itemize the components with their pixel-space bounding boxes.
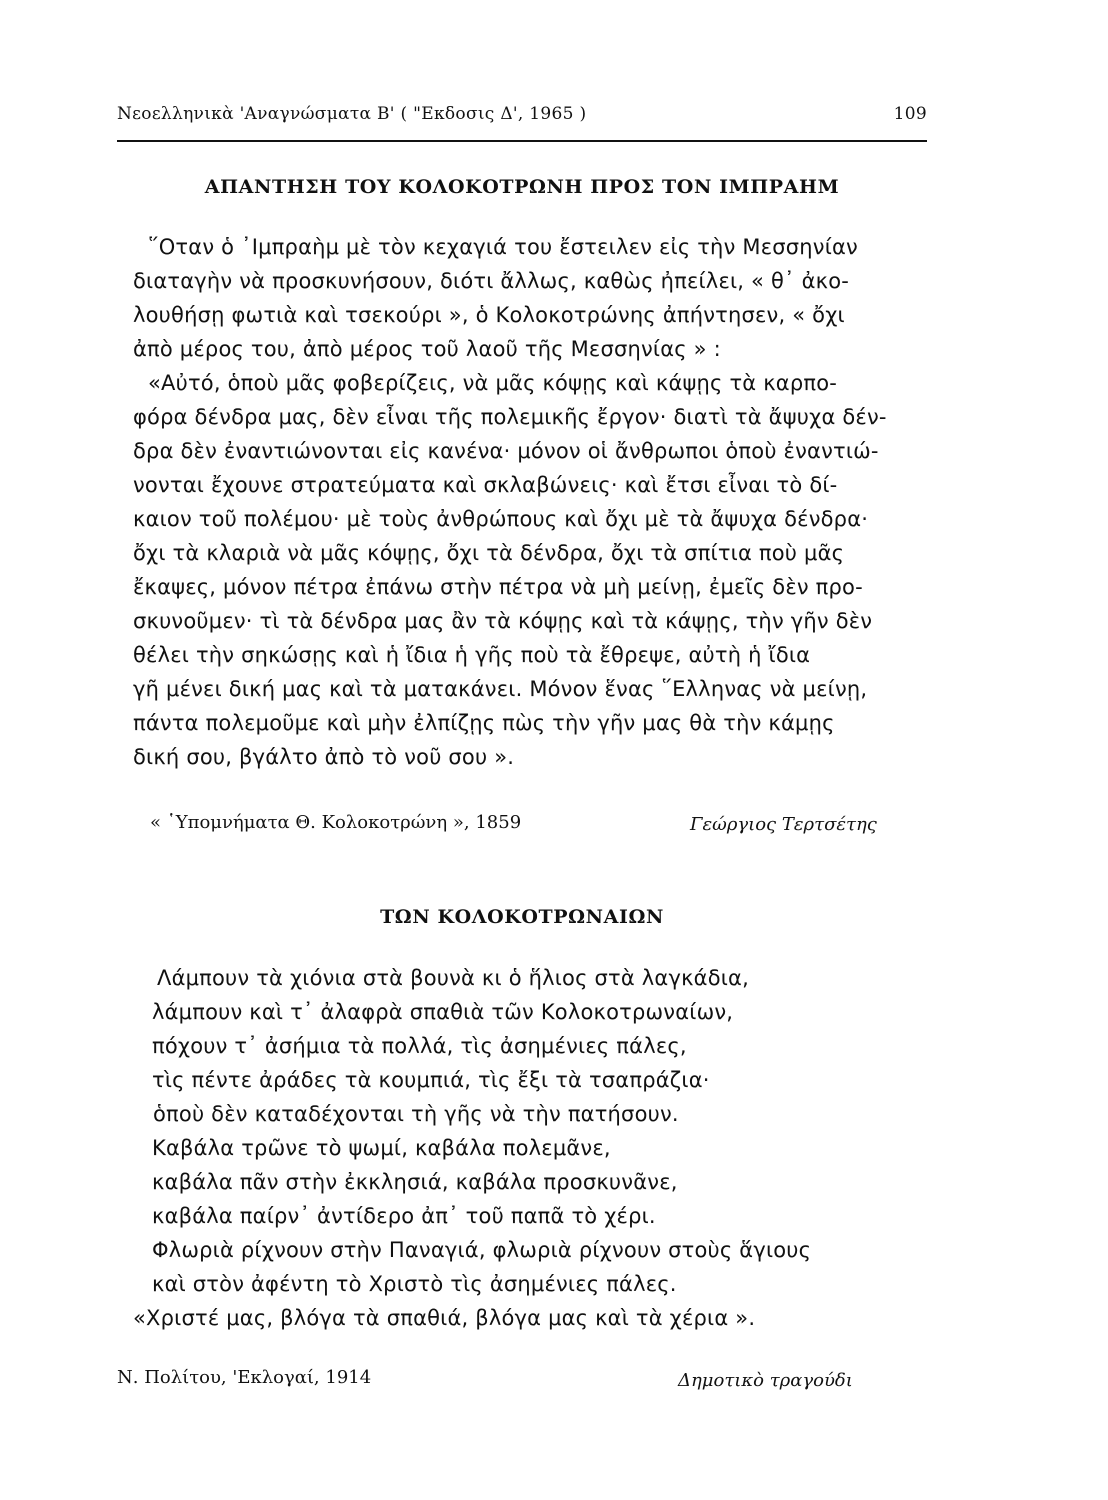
poem-line: λάμπουν καὶ τ᾿ ἀλαφρὰ σπαθιὰ τῶν Κολοκοτρωναίων, — [152, 1000, 734, 1024]
poem-line: πόχουν τ᾿ ἀσήμια τὰ πολλά, τὶς ἀσημένιες πάλες, — [152, 1034, 687, 1058]
poem-line: καβάλα πᾶν στὴν ἐκκλησιά, καβάλα προσκυνᾶνε, — [152, 1170, 678, 1194]
prose-line: ὄχι τὰ κλαριὰ νὰ μᾶς κόψῃς, ὄχι τὰ δένδρα, ὄχι τὰ σπίτια ποὺ μᾶς — [133, 541, 845, 565]
prose-line: δική σου, βγάλτο ἀπὸ τὸ νοῦ σου ». — [133, 745, 515, 769]
poem-line: καβάλα παίρν᾿ ἀντίδερο ἀπ᾿ τοῦ παπᾶ τὸ χέρι. — [152, 1204, 656, 1228]
header-rule — [117, 140, 927, 142]
section-title: ΑΠΑΝΤΗΣΗ ΤΟΥ ΚΟΛΟΚΟΤΡΩΝΗ ΠΡΟΣ ΤΟΝ ΙΜΠΡΑΗΜ — [204, 176, 840, 198]
running-header — [117, 104, 927, 134]
prose-line: πάντα πολεμοῦμε καὶ μὴν ἐλπίζῃς πὼς τὴν γῆν μας θὰ τὴν κάμῃς — [133, 711, 835, 735]
prose-line: καιον τοῦ πολέμου· μὲ τοὺς ἀνθρώπους καὶ ὄχι μὲ τὰ ἄψυχα δένδρα· — [133, 507, 869, 531]
citation-source: « ῾Υπομνήματα Θ. Κολοκοτρώνη », 1859 — [150, 812, 522, 833]
citation-source: Ν. Πολίτου, 'Εκλογαί, 1914 — [117, 1367, 372, 1388]
poem-line: «Χριστέ μας, βλόγα τὰ σπαθιά, βλόγα μας καὶ τὰ χέρια ». — [133, 1306, 756, 1330]
poem-title: ΤΩΝ ΚΟΛΟΚΟΤΡΩΝΑΙΩΝ — [380, 906, 664, 928]
prose-line: ἀπὸ μέρος του, ἀπὸ μέρος τοῦ λαοῦ τῆς Μεσσηνίας » : — [133, 337, 721, 361]
prose-line: θέλει τὴν σηκώσῃς καὶ ἡ ἴδια ἡ γῆς ποὺ τὰ ἔθρεψε, αὐτὴ ἡ ἴδια — [133, 643, 811, 667]
prose-line: διαταγὴν νὰ προσκυνήσουν, διότι ἄλλως, καθὼς ἠπείλει, « θ᾿ ἀκο- — [133, 269, 850, 293]
prose-line: δρα δὲν ἐναντιώνονται εἰς κανένα· μόνον οἱ ἄνθρωποι ὁποὺ ἐναντιώ- — [133, 439, 879, 463]
prose-line: γῆ μένει δική μας καὶ τὰ ματακάνει. Μόνον ἕνας ῞Ελληνας νὰ μείνῃ, — [133, 677, 868, 701]
page-number: 109 — [893, 104, 927, 124]
prose-line: ῞Οταν ὁ ᾿Ιμπραὴμ μὲ τὸν κεχαγιά του ἔστειλεν εἰς τὴν Μεσσηνίαν — [148, 235, 858, 259]
citation-author: Γεώργιος Τερτσέτης — [690, 814, 877, 835]
book-title: Νεοελληνικὰ 'Αναγνώσματα Β' ( "Εκδοσις Δ', 1965 ) — [117, 104, 587, 124]
prose-line: σκυνοῦμεν· τὶ τὰ δένδρα μας ἂν τὰ κόψῃς καὶ τὰ κάψῃς, τὴν γῆν δὲν — [133, 609, 873, 633]
prose-line: νονται ἔχουνε στρατεύματα καὶ σκλαβώνεις· καὶ ἔτσι εἶναι τὸ δί- — [133, 473, 838, 497]
prose-line: λουθήσῃ φωτιὰ καὶ τσεκούρι », ὁ Κολοκοτρώνης ἀπήντησεν, « ὄχι — [133, 303, 845, 327]
poem-line: Λάμπουν τὰ χιόνια στὰ βουνὰ κι ὁ ἥλιος στὰ λαγκάδια, — [157, 966, 749, 990]
poem-line: καὶ στὸν ἀφέντη τὸ Χριστὸ τὶς ἀσημένιες πάλες. — [152, 1272, 677, 1296]
poem-line: Καβάλα τρῶνε τὸ ψωμί, καβάλα πολεμᾶνε, — [152, 1136, 611, 1160]
prose-line: φόρα δένδρα μας, δὲν εἶναι τῆς πολεμικῆς ἔργον· διατὶ τὰ ἄψυχα δέν- — [133, 405, 887, 429]
poem-line: τὶς πέντε ἀράδες τὰ κουμπιά, τὶς ἔξι τὰ τσαπράζια· — [152, 1068, 710, 1092]
prose-line: «Αὐτό, ὁποὺ μᾶς φοβερίζεις, νὰ μᾶς κόψῃς καὶ κάψῃς τὰ καρπο- — [148, 371, 838, 395]
poem-line: Φλωριὰ ρίχνουν στὴν Παναγιά, φλωριὰ ρίχνουν στοὺς ἅγιους — [152, 1238, 812, 1262]
poem-line: ὁποὺ δὲν καταδέχονται τὴ γῆς νὰ τὴν πατήσουν. — [153, 1102, 679, 1126]
citation-author: Δημοτικὸ τραγούδι — [678, 1370, 853, 1391]
prose-line: ἔκαψες, μόνον πέτρα ἐπάνω στὴν πέτρα νὰ μὴ μείνῃ, ἐμεῖς δὲν προ- — [133, 575, 863, 599]
